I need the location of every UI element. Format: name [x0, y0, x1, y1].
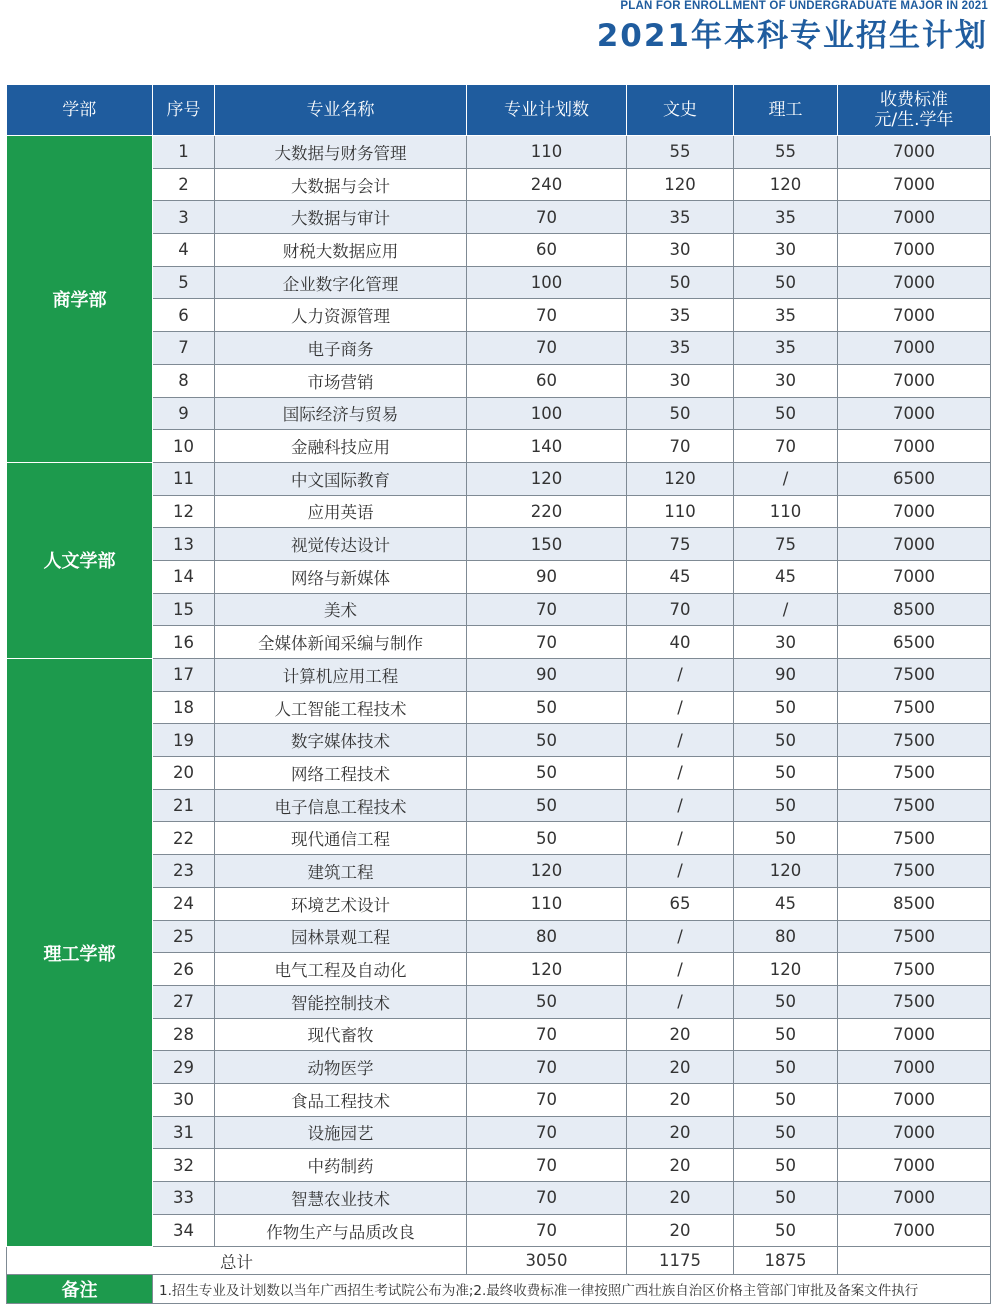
- table-row: [7, 1051, 991, 1084]
- major-name-cell: 智能控制技术: [215, 985, 467, 1018]
- major-name-cell: 中药制药: [215, 1149, 467, 1182]
- row-index-cell: 31: [153, 1116, 215, 1149]
- row-index-cell: 16: [153, 626, 215, 659]
- table-row: [7, 1116, 991, 1149]
- fee-cell: 6500: [838, 626, 991, 659]
- row-index-cell: 17: [153, 659, 215, 692]
- plan-count-cell: 120: [467, 855, 627, 888]
- plan-count-cell: 70: [467, 1149, 627, 1182]
- table-row: [7, 168, 991, 201]
- plan-count-cell: 70: [467, 299, 627, 332]
- major-name-cell: 金融科技应用: [215, 430, 467, 463]
- arts-count-cell: /: [627, 855, 734, 888]
- plan-count-cell: 70: [467, 1182, 627, 1215]
- table-row: [7, 1083, 991, 1116]
- column-header-plan: 专业计划数: [467, 85, 627, 136]
- science-count-cell: 70: [734, 430, 838, 463]
- plan-count-cell: 100: [467, 266, 627, 299]
- row-index-cell: 9: [153, 397, 215, 430]
- arts-count-cell: 65: [627, 887, 734, 920]
- science-count-cell: 30: [734, 626, 838, 659]
- major-name-cell: 大数据与审计: [215, 201, 467, 234]
- table-row: [7, 430, 991, 463]
- department-cell: 商学部: [7, 136, 153, 463]
- major-name-cell: 动物医学: [215, 1051, 467, 1084]
- total-science-cell: 1875: [734, 1247, 838, 1275]
- arts-count-cell: 110: [627, 495, 734, 528]
- fee-cell: 6500: [838, 462, 991, 495]
- arts-count-cell: 120: [627, 168, 734, 201]
- table-row: [7, 1214, 991, 1247]
- total-fee-cell: [838, 1247, 991, 1275]
- fee-cell: 7000: [838, 1116, 991, 1149]
- science-count-cell: 75: [734, 528, 838, 561]
- department-cell: 理工学部: [7, 659, 153, 1247]
- arts-count-cell: 40: [627, 626, 734, 659]
- science-count-cell: 45: [734, 887, 838, 920]
- fee-cell: 7000: [838, 1083, 991, 1116]
- fee-cell: 7000: [838, 234, 991, 267]
- plan-count-cell: 60: [467, 364, 627, 397]
- fee-cell: 7000: [838, 1214, 991, 1247]
- major-name-cell: 计算机应用工程: [215, 659, 467, 692]
- row-index-cell: 13: [153, 528, 215, 561]
- arts-count-cell: 20: [627, 1083, 734, 1116]
- column-header-index: 序号: [153, 85, 215, 136]
- science-count-cell: /: [734, 593, 838, 626]
- arts-count-cell: /: [627, 659, 734, 692]
- table-row: [7, 920, 991, 953]
- table-row: [7, 462, 991, 495]
- plan-count-cell: 70: [467, 593, 627, 626]
- major-name-cell: 数字媒体技术: [215, 724, 467, 757]
- note-text: 1.招生专业及计划数以当年广西招生考试院公布为准;2.最终收费标准一律按照广西壮族自治区价格主管部门审批及备案文件执行: [153, 1275, 991, 1304]
- fee-cell: 7000: [838, 1149, 991, 1182]
- fee-cell: 7000: [838, 1018, 991, 1051]
- enrollment-plan-table: [6, 85, 991, 1304]
- row-index-cell: 24: [153, 887, 215, 920]
- plan-count-cell: 50: [467, 724, 627, 757]
- row-index-cell: 29: [153, 1051, 215, 1084]
- major-name-cell: 企业数字化管理: [215, 266, 467, 299]
- fee-cell: 7500: [838, 724, 991, 757]
- table-row: [7, 659, 991, 692]
- major-name-cell: 大数据与会计: [215, 168, 467, 201]
- department-cell: 人文学部: [7, 462, 153, 658]
- arts-count-cell: 50: [627, 266, 734, 299]
- row-index-cell: 20: [153, 757, 215, 790]
- plan-count-cell: 50: [467, 822, 627, 855]
- row-index-cell: 10: [153, 430, 215, 463]
- major-name-cell: 应用英语: [215, 495, 467, 528]
- arts-count-cell: 120: [627, 462, 734, 495]
- table-row: [7, 855, 991, 888]
- row-index-cell: 27: [153, 985, 215, 1018]
- plan-count-cell: 60: [467, 234, 627, 267]
- table-row: [7, 1018, 991, 1051]
- plan-count-cell: 140: [467, 430, 627, 463]
- major-name-cell: 财税大数据应用: [215, 234, 467, 267]
- table-row: [7, 234, 991, 267]
- major-name-cell: 中文国际教育: [215, 462, 467, 495]
- table-row: [7, 495, 991, 528]
- table-row: [7, 266, 991, 299]
- total-plan-cell: 3050: [467, 1247, 627, 1275]
- plan-count-cell: 50: [467, 757, 627, 790]
- major-name-cell: 智慧农业技术: [215, 1182, 467, 1215]
- column-header-fee: 收费标准 元/生.学年: [838, 85, 991, 136]
- fee-cell: 7500: [838, 757, 991, 790]
- fee-cell: 7500: [838, 920, 991, 953]
- total-row: [7, 1247, 991, 1275]
- table-row: [7, 1149, 991, 1182]
- arts-count-cell: 20: [627, 1018, 734, 1051]
- arts-count-cell: 30: [627, 364, 734, 397]
- science-count-cell: 120: [734, 168, 838, 201]
- header-english-title: PLAN FOR ENROLLMENT OF UNDERGRADUATE MAJOR IN 2021: [620, 0, 988, 12]
- major-name-cell: 网络与新媒体: [215, 560, 467, 593]
- science-count-cell: 50: [734, 1083, 838, 1116]
- plan-count-cell: 150: [467, 528, 627, 561]
- row-index-cell: 30: [153, 1083, 215, 1116]
- table-row: [7, 626, 991, 659]
- fee-cell: 7500: [838, 985, 991, 1018]
- major-name-cell: 作物生产与品质改良: [215, 1214, 467, 1247]
- major-name-cell: 人工智能工程技术: [215, 691, 467, 724]
- table-row: [7, 953, 991, 986]
- fee-cell: 7000: [838, 397, 991, 430]
- major-name-cell: 大数据与财务管理: [215, 136, 467, 169]
- plan-count-cell: 110: [467, 136, 627, 169]
- science-count-cell: 50: [734, 985, 838, 1018]
- arts-count-cell: /: [627, 789, 734, 822]
- fee-cell: 7000: [838, 201, 991, 234]
- row-index-cell: 1: [153, 136, 215, 169]
- fee-cell: 7000: [838, 332, 991, 365]
- science-count-cell: 45: [734, 560, 838, 593]
- plan-count-cell: 220: [467, 495, 627, 528]
- fee-cell: 7000: [838, 1182, 991, 1215]
- fee-cell: 7000: [838, 266, 991, 299]
- plan-count-cell: 50: [467, 789, 627, 822]
- row-index-cell: 2: [153, 168, 215, 201]
- arts-count-cell: /: [627, 691, 734, 724]
- row-index-cell: 22: [153, 822, 215, 855]
- major-name-cell: 国际经济与贸易: [215, 397, 467, 430]
- arts-count-cell: 35: [627, 332, 734, 365]
- plan-count-cell: 120: [467, 953, 627, 986]
- science-count-cell: 120: [734, 953, 838, 986]
- major-name-cell: 美术: [215, 593, 467, 626]
- science-count-cell: 110: [734, 495, 838, 528]
- plan-count-cell: 70: [467, 1051, 627, 1084]
- column-header-major: 专业名称: [215, 85, 467, 136]
- arts-count-cell: /: [627, 724, 734, 757]
- science-count-cell: 30: [734, 364, 838, 397]
- fee-cell: 7000: [838, 495, 991, 528]
- science-count-cell: 35: [734, 299, 838, 332]
- table-row: [7, 332, 991, 365]
- row-index-cell: 12: [153, 495, 215, 528]
- plan-count-cell: 240: [467, 168, 627, 201]
- major-name-cell: 网络工程技术: [215, 757, 467, 790]
- science-count-cell: 50: [734, 691, 838, 724]
- arts-count-cell: 70: [627, 430, 734, 463]
- table-row: [7, 887, 991, 920]
- arts-count-cell: 20: [627, 1149, 734, 1182]
- fee-cell: 7000: [838, 528, 991, 561]
- table-row: [7, 789, 991, 822]
- table-body: [7, 136, 991, 1304]
- table-row: [7, 822, 991, 855]
- arts-count-cell: 20: [627, 1116, 734, 1149]
- table-row: [7, 201, 991, 234]
- row-index-cell: 18: [153, 691, 215, 724]
- major-name-cell: 建筑工程: [215, 855, 467, 888]
- arts-count-cell: /: [627, 822, 734, 855]
- major-name-cell: 电子商务: [215, 332, 467, 365]
- major-name-cell: 现代畜牧: [215, 1018, 467, 1051]
- table-row: [7, 985, 991, 1018]
- note-label: 备注: [7, 1275, 153, 1304]
- row-index-cell: 34: [153, 1214, 215, 1247]
- plan-count-cell: 50: [467, 985, 627, 1018]
- plan-count-cell: 100: [467, 397, 627, 430]
- fee-cell: 7000: [838, 136, 991, 169]
- arts-count-cell: 45: [627, 560, 734, 593]
- table-row: [7, 364, 991, 397]
- row-index-cell: 14: [153, 560, 215, 593]
- total-arts-cell: 1175: [627, 1247, 734, 1275]
- row-index-cell: 15: [153, 593, 215, 626]
- fee-cell: 7000: [838, 168, 991, 201]
- row-index-cell: 4: [153, 234, 215, 267]
- table-row: [7, 397, 991, 430]
- arts-count-cell: /: [627, 920, 734, 953]
- science-count-cell: /: [734, 462, 838, 495]
- row-index-cell: 6: [153, 299, 215, 332]
- table-row: [7, 299, 991, 332]
- arts-count-cell: 20: [627, 1214, 734, 1247]
- table-row: [7, 528, 991, 561]
- science-count-cell: 50: [734, 397, 838, 430]
- major-name-cell: 电子信息工程技术: [215, 789, 467, 822]
- row-index-cell: 23: [153, 855, 215, 888]
- table-row: [7, 1182, 991, 1215]
- science-count-cell: 35: [734, 332, 838, 365]
- fee-cell: 7500: [838, 953, 991, 986]
- science-count-cell: 50: [734, 1149, 838, 1182]
- arts-count-cell: /: [627, 985, 734, 1018]
- major-name-cell: 电气工程及自动化: [215, 953, 467, 986]
- row-index-cell: 19: [153, 724, 215, 757]
- major-name-cell: 环境艺术设计: [215, 887, 467, 920]
- fee-cell: 7000: [838, 299, 991, 332]
- fee-cell: 8500: [838, 887, 991, 920]
- plan-count-cell: 70: [467, 1116, 627, 1149]
- arts-count-cell: 35: [627, 201, 734, 234]
- row-index-cell: 33: [153, 1182, 215, 1215]
- plan-count-cell: 90: [467, 560, 627, 593]
- row-index-cell: 25: [153, 920, 215, 953]
- column-header-dept: 学部: [7, 85, 153, 136]
- science-count-cell: 50: [734, 724, 838, 757]
- science-count-cell: 90: [734, 659, 838, 692]
- row-index-cell: 8: [153, 364, 215, 397]
- major-name-cell: 市场营销: [215, 364, 467, 397]
- major-name-cell: 设施园艺: [215, 1116, 467, 1149]
- plan-count-cell: 120: [467, 462, 627, 495]
- major-name-cell: 现代通信工程: [215, 822, 467, 855]
- row-index-cell: 5: [153, 266, 215, 299]
- row-index-cell: 7: [153, 332, 215, 365]
- science-count-cell: 50: [734, 1018, 838, 1051]
- plan-count-cell: 80: [467, 920, 627, 953]
- table-row: [7, 691, 991, 724]
- table-row: [7, 136, 991, 169]
- total-label-cell: 总计: [7, 1247, 467, 1275]
- table-row: [7, 724, 991, 757]
- row-index-cell: 21: [153, 789, 215, 822]
- row-index-cell: 3: [153, 201, 215, 234]
- plan-count-cell: 70: [467, 1018, 627, 1051]
- plan-count-cell: 110: [467, 887, 627, 920]
- arts-count-cell: /: [627, 757, 734, 790]
- row-index-cell: 28: [153, 1018, 215, 1051]
- table-row: [7, 593, 991, 626]
- plan-count-cell: 90: [467, 659, 627, 692]
- arts-count-cell: 20: [627, 1051, 734, 1084]
- column-header-science: 理工: [734, 85, 838, 136]
- science-count-cell: 50: [734, 789, 838, 822]
- fee-cell: 7500: [838, 691, 991, 724]
- arts-count-cell: 30: [627, 234, 734, 267]
- science-count-cell: 50: [734, 1051, 838, 1084]
- science-count-cell: 80: [734, 920, 838, 953]
- fee-cell: 7000: [838, 1051, 991, 1084]
- fee-cell: 7500: [838, 855, 991, 888]
- science-count-cell: 55: [734, 136, 838, 169]
- row-index-cell: 26: [153, 953, 215, 986]
- science-count-cell: 50: [734, 1116, 838, 1149]
- fee-cell: 7000: [838, 430, 991, 463]
- arts-count-cell: 75: [627, 528, 734, 561]
- arts-count-cell: 50: [627, 397, 734, 430]
- arts-count-cell: 70: [627, 593, 734, 626]
- major-name-cell: 园林景观工程: [215, 920, 467, 953]
- row-index-cell: 32: [153, 1149, 215, 1182]
- fee-cell: 7500: [838, 789, 991, 822]
- table-header-row: [7, 85, 991, 136]
- plan-count-cell: 70: [467, 1083, 627, 1116]
- arts-count-cell: 55: [627, 136, 734, 169]
- major-name-cell: 全媒体新闻采编与制作: [215, 626, 467, 659]
- science-count-cell: 30: [734, 234, 838, 267]
- major-name-cell: 人力资源管理: [215, 299, 467, 332]
- science-count-cell: 50: [734, 266, 838, 299]
- arts-count-cell: 20: [627, 1182, 734, 1215]
- fee-cell: 8500: [838, 593, 991, 626]
- row-index-cell: 11: [153, 462, 215, 495]
- fee-cell: 7500: [838, 822, 991, 855]
- table-row: [7, 757, 991, 790]
- plan-count-cell: 70: [467, 201, 627, 234]
- fee-cell: 7500: [838, 659, 991, 692]
- note-row: [7, 1275, 991, 1304]
- fee-cell: 7000: [838, 364, 991, 397]
- major-name-cell: 视觉传达设计: [215, 528, 467, 561]
- science-count-cell: 50: [734, 757, 838, 790]
- header-chinese-title: 2021年本科专业招生计划: [596, 18, 988, 54]
- arts-count-cell: 35: [627, 299, 734, 332]
- science-count-cell: 50: [734, 1214, 838, 1247]
- plan-count-cell: 70: [467, 1214, 627, 1247]
- fee-cell: 7000: [838, 560, 991, 593]
- table-row: [7, 560, 991, 593]
- plan-count-cell: 70: [467, 332, 627, 365]
- major-name-cell: 食品工程技术: [215, 1083, 467, 1116]
- science-count-cell: 50: [734, 1182, 838, 1215]
- plan-count-cell: 70: [467, 626, 627, 659]
- science-count-cell: 120: [734, 855, 838, 888]
- science-count-cell: 50: [734, 822, 838, 855]
- plan-count-cell: 50: [467, 691, 627, 724]
- arts-count-cell: /: [627, 953, 734, 986]
- column-header-arts: 文史: [627, 85, 734, 136]
- science-count-cell: 35: [734, 201, 838, 234]
